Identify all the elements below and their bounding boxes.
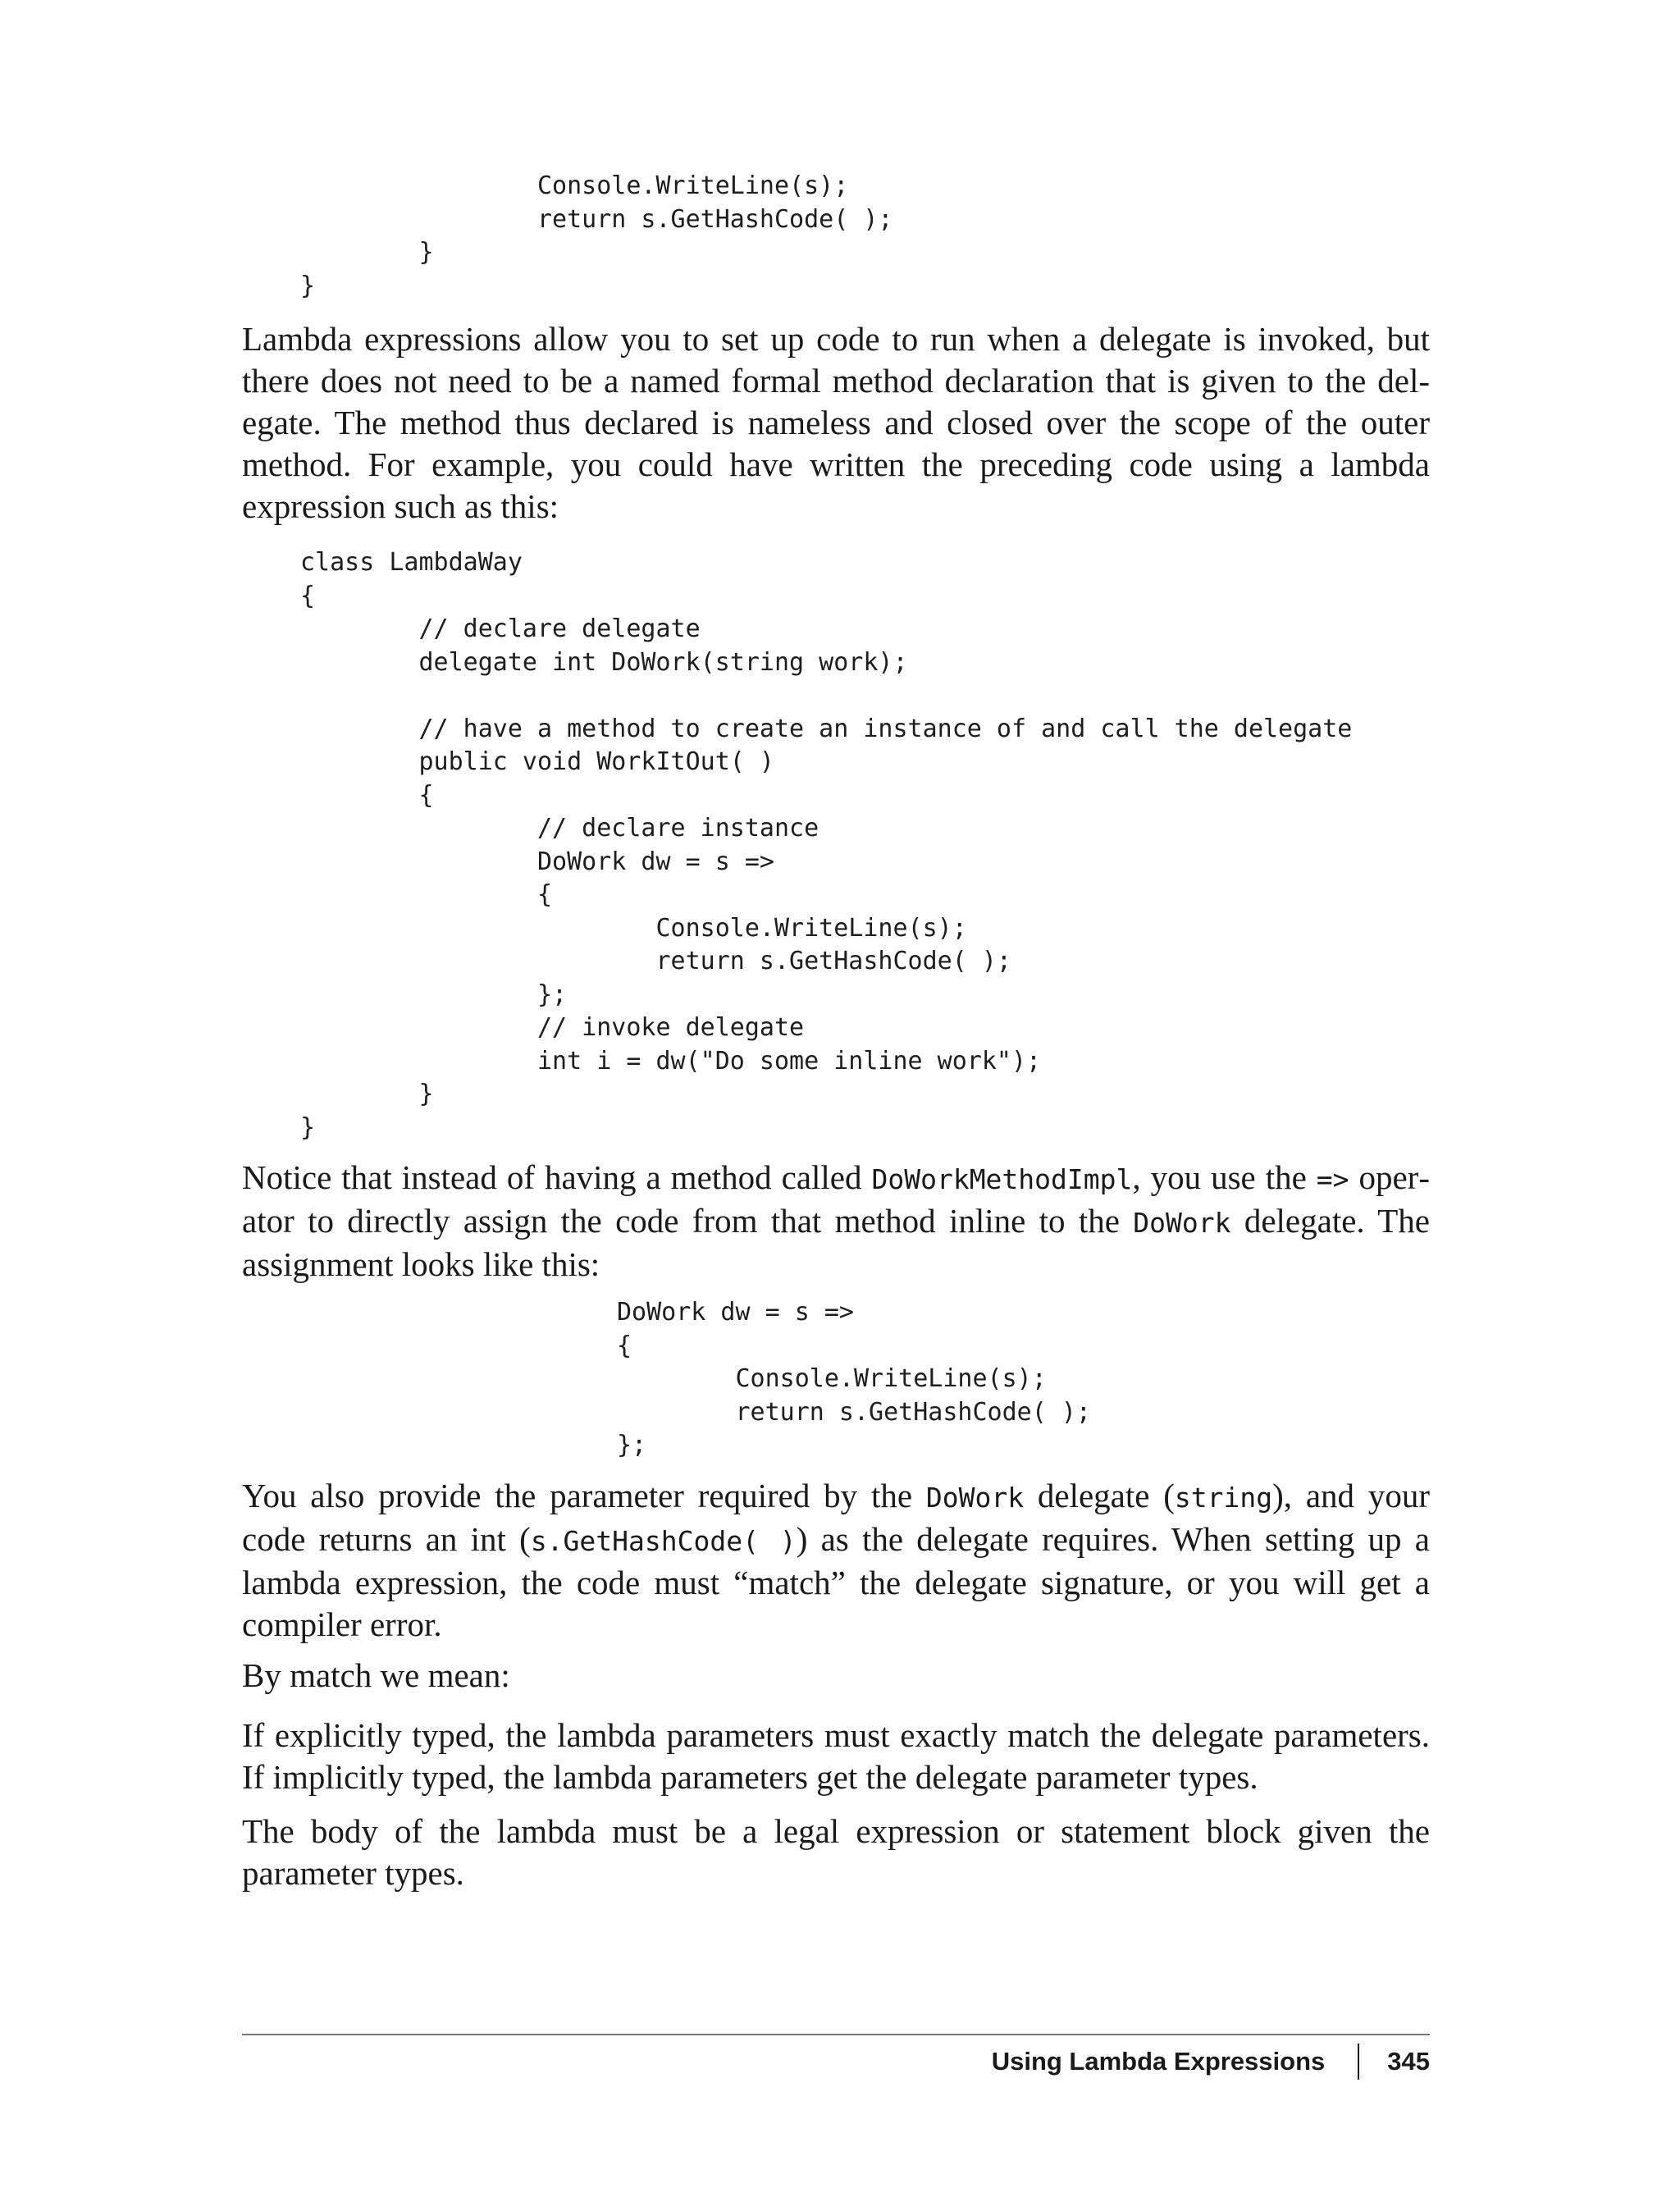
inline-code-string: string: [1174, 1482, 1273, 1514]
paragraph-parameter-text-b: delegate (: [1024, 1477, 1175, 1514]
inline-code-dowork: DoWork: [1133, 1207, 1231, 1239]
paragraph-notice-text-c: operator to directly assign the code from that method inline to the: [242, 1158, 1430, 1240]
inline-code-dowork: DoWork: [925, 1482, 1025, 1514]
paragraph-notice-text-a: Notice that instead of having a method called: [242, 1158, 872, 1196]
paragraph-lambda-body: The body of the lambda must be a legal expression or statement block given the parameter types.: [242, 1812, 1430, 1892]
code-block-continuation: Console.WriteLine(s); return s.GetHashCode( ); } }: [300, 171, 893, 300]
paragraph-parameter: [242, 1475, 1430, 1646]
footer-separator: [1358, 2044, 1359, 2080]
paragraph-by-match: By match we mean:: [242, 1656, 510, 1694]
paragraph-parameter-text-d: ) as the delegate requires. When setting up a lambda expression, the code must “match” the delegate signature, or you will get a compiler error.: [242, 1520, 1430, 1643]
paragraph-notice-text-b: , you use the: [1132, 1158, 1317, 1196]
code-block-assignment: DoWork dw = s => { Console.WriteLine(s); return s.GetHashCode( ); };: [617, 1298, 1091, 1459]
inline-code-lambda-operator: =>: [1316, 1163, 1349, 1195]
footer-divider: [242, 2034, 1430, 2035]
inline-code-gethashcode: s.GetHashCode( ): [530, 1525, 797, 1557]
inline-code-method-impl: DoWorkMethodImpl: [871, 1163, 1133, 1195]
code-block-lambda-way: class LambdaWay { // declare delegate delegate int DoWork(string work); // have a method to create an instance of and call the delegate public void WorkItOut( ) { // declare instance DoWork dw = s => { Console.WriteLine(s); return s.GetHashCode( ); }; // invoke delegate int i = dw("Do some inline work"); } }: [300, 548, 1353, 1142]
running-footer-title: Using Lambda Expressions: [991, 2047, 1326, 2076]
paragraph-notice-text-d: delegate. The assignment looks like this:: [242, 1202, 1430, 1283]
page-number: 345: [1387, 2047, 1430, 2076]
paragraph-parameter-text-a: You also provide the parameter required by the: [242, 1477, 926, 1514]
paragraph-explicit-typing: If explicitly typed, the lambda parameters must exactly match the delegate parameters. If implicitly typed, the lambda parameters get the delegate parameter types.: [242, 1716, 1430, 1796]
page-footer: [992, 2041, 1430, 2082]
paragraph-lambda-intro: Lambda expressions allow you to set up code to run when a delegate is invoked, but there does not need to be a named formal method declaration that is given to the delegate. The method thus declared is nameless and closed over the scope of the outer method. For example, you could have written the preceding code using a lambda expression such as this:: [242, 320, 1430, 525]
paragraph-parameter-text-c: ), and your code returns an int (: [242, 1477, 1430, 1558]
paragraph-notice: [242, 1157, 1430, 1286]
